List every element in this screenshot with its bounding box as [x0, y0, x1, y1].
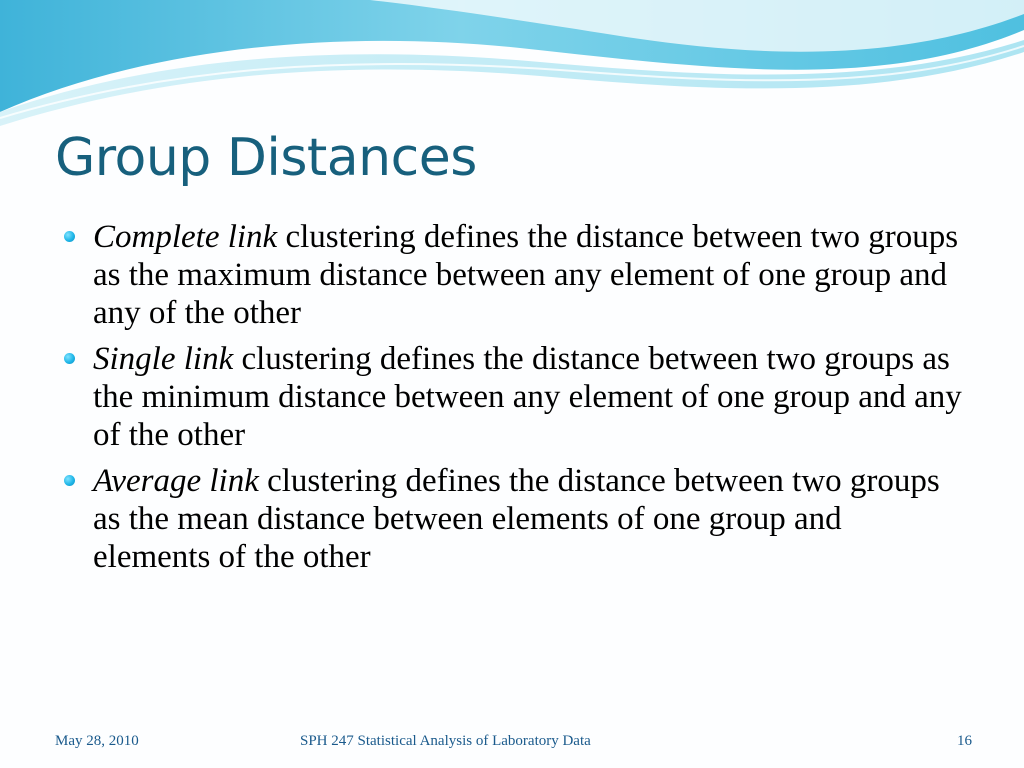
slide-title: Group Distances [55, 128, 477, 188]
bullet-dot-icon [64, 475, 75, 486]
bullet-term: Average link [93, 463, 259, 499]
header-wave-decoration [0, 0, 1024, 130]
bullet-list [62, 218, 962, 584]
bullet-text: clustering defines the distance between two groups as the mean distance between elements of one group and elements of the other [93, 463, 940, 575]
footer-date: May 28, 2010 [55, 733, 139, 749]
bullet-text: clustering defines the distance between two groups as the minimum distance between any element of one group and any of the other [93, 341, 962, 453]
bullet-text: clustering defines the distance between two groups as the maximum distance between any element of one group and any of the other [93, 219, 959, 331]
footer-page-number: 16 [957, 733, 972, 749]
bullet-dot-icon [64, 353, 75, 364]
bullet-dot-icon [64, 231, 75, 242]
footer-course-title: SPH 247 Statistical Analysis of Laboratory Data [300, 733, 591, 749]
bullet-item-single-link [62, 340, 962, 454]
bullet-item-complete-link [62, 218, 962, 332]
bullet-item-average-link [62, 462, 962, 576]
bullet-term: Single link [93, 341, 234, 377]
bullet-term: Complete link [93, 219, 278, 255]
